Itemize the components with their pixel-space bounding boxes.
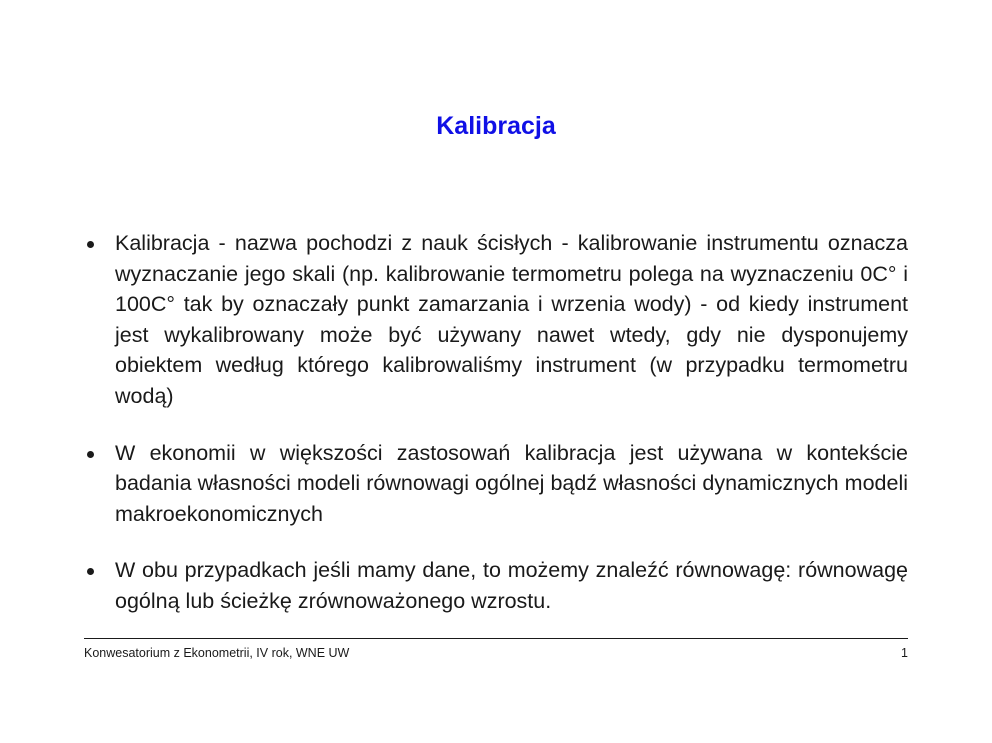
bullet-text: W obu przypadkach jeśli mamy dane, to możemy znaleźć równowagę: równowagę ogólną lub ścieżkę zrównoważonego wzrostu.: [115, 558, 908, 613]
bullet-item: [84, 228, 908, 412]
bullet-item: [84, 555, 908, 616]
bullet-dot-icon: [87, 241, 94, 248]
slide-title: Kalibracja: [436, 112, 556, 140]
footer-divider: [84, 638, 908, 639]
bullet-dot-icon: [87, 568, 94, 575]
bullet-dot-icon: [87, 451, 94, 458]
bullet-list: [84, 228, 908, 617]
bullet-item: [84, 438, 908, 530]
bullet-text: W ekonomii w większości zastosowań kalibracja jest używana w kontekście badania własności modeli równowagi ogólnej bądź własności dynamicznych modeli makroekonomicznych: [115, 440, 908, 526]
footer-page-number: 1: [901, 646, 908, 660]
bullet-text: Kalibracja - nazwa pochodzi z nauk ścisłych - kalibrowanie instrumentu oznacza wyznaczanie jego skali (np. kalibrowanie termometru polega na wyznaczeniu 0C° i 100C° tak by oznaczały punkt zamarzania i wrzenia wody) - od kiedy instrument jest wykalibrowany może być używany nawet wtedy, gdy nie dysponujemy obiektem według którego kalibrowaliśmy instrument (w przypadku termometru wodą): [115, 231, 908, 408]
footer-course-label: Konwesatorium z Ekonometrii, IV rok, WNE UW: [84, 646, 350, 660]
